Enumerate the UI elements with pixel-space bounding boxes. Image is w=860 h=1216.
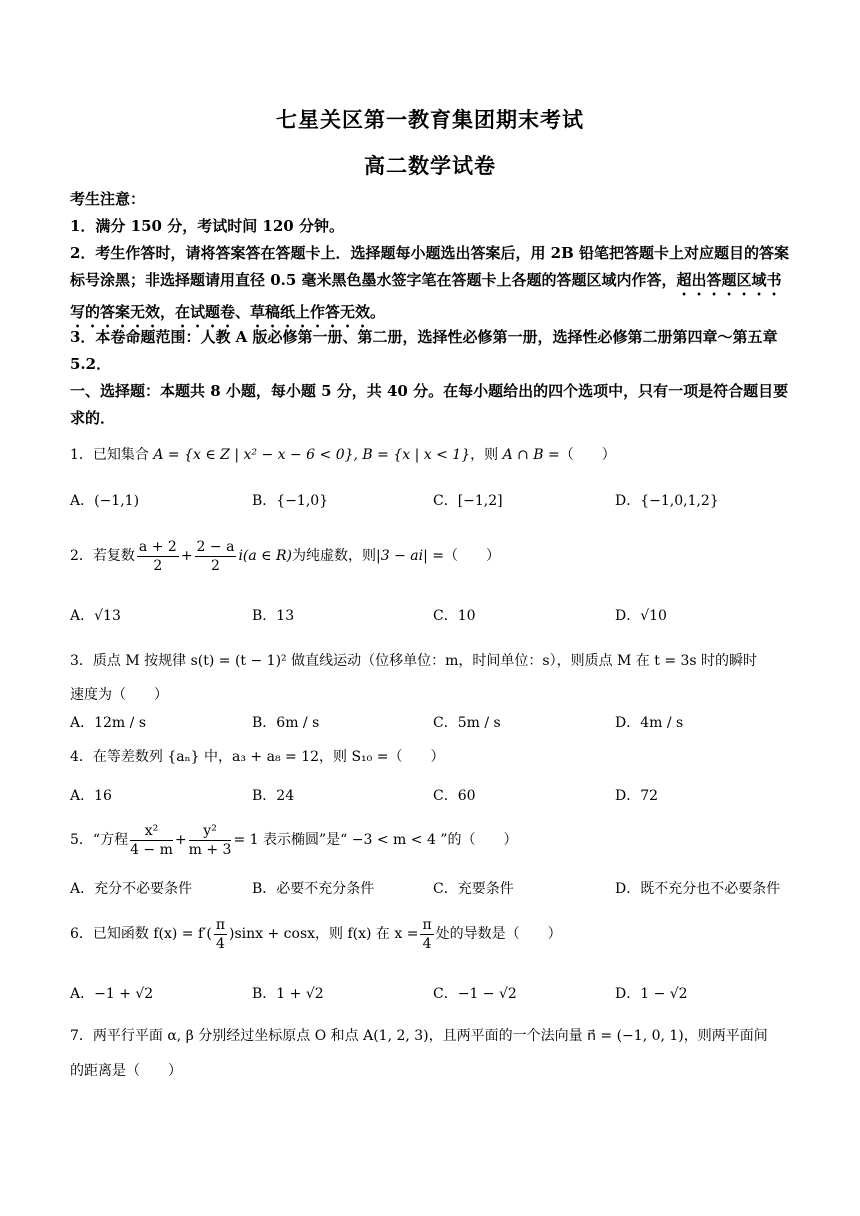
q5-num-1: x² <box>130 822 173 841</box>
q1-math-sets: A = {x ∈ Z | x² − x − 6 < 0}, B = {x | x < 1} <box>153 447 471 463</box>
q6-fraction-1 <box>214 916 227 953</box>
q2-option-d[interactable]: D．√10 <box>615 608 667 624</box>
q6-options <box>70 983 795 1007</box>
question-2 <box>70 536 795 576</box>
notice-item-3: 3．本卷命题范围：人教 A 版必修第一册、第二册，选择性必修第一册，选择性必修第二册第四章～第五章 5.2． <box>70 328 778 373</box>
q2-den-2: 2 <box>211 557 220 574</box>
q3-option-c[interactable]: C．5m / s <box>433 715 501 731</box>
q5-option-b[interactable]: B．必要不充分条件 <box>252 881 375 897</box>
question-1 <box>70 444 795 466</box>
q6-num-2: π <box>422 916 432 933</box>
q4-option-a[interactable]: A．16 <box>70 788 112 804</box>
q1-option-d[interactable]: D．{−1,0,1,2} <box>615 493 719 509</box>
question-4: 4．在等差数列 {aₙ} 中，a₃ + a₈ = 12，则 S₁₀ =（ ） <box>70 749 445 765</box>
q5-den-1: 4 − m <box>130 841 173 858</box>
q6-option-b[interactable]: B．1 + √2 <box>252 986 324 1002</box>
q1-option-c[interactable]: C．[−1,2] <box>433 493 503 509</box>
question-7: 7．两平行平面 α, β 分别经过坐标原点 O 和点 A(1, 2, 3)，且两平面的一个法向量 n⃗ = (−1, 0, 1)，则两平面间 <box>70 1028 768 1044</box>
q2-math-abs: |3 − ai| = <box>376 548 444 564</box>
question-3-cont: 速度为（ ） <box>70 687 168 703</box>
q1-options <box>70 490 795 514</box>
q4-option-b[interactable]: B．24 <box>252 788 295 804</box>
q1-paren: （ ） <box>559 447 616 463</box>
q2-num-2: 2 − a <box>196 538 235 555</box>
q6-num-1: π <box>215 916 226 933</box>
q1-text-b: ，则 <box>470 447 503 463</box>
q4-option-d[interactable]: D．72 <box>615 788 659 804</box>
q3-option-d[interactable]: D．4m / s <box>615 715 684 731</box>
q6-text: 6．已知函数 f(x) = f′( <box>70 926 212 942</box>
q2-num-1: a + 2 <box>138 538 177 555</box>
q6-paren: 处的导数是（ ） <box>435 926 562 942</box>
notice-item-2-comma: ， <box>160 303 176 321</box>
q6-option-d[interactable]: D．1 − √2 <box>615 986 688 1002</box>
page-title: 七星关区第一教育集团期末考试 <box>276 107 584 132</box>
q3-option-b[interactable]: B．6m / s <box>252 715 320 731</box>
q1-option-b[interactable]: B．{−1,0} <box>252 493 329 509</box>
q3-options <box>70 712 795 736</box>
q2-text-b: 为纯虚数，则 <box>292 548 376 564</box>
notice-heading: 考生注意： <box>70 190 146 208</box>
notice-item-2-emphasis-2: 在试题卷、草稿纸上作答无效 <box>175 303 371 321</box>
question-5 <box>70 820 795 860</box>
q6-fraction-2 <box>420 916 433 953</box>
q4-options <box>70 785 795 809</box>
q5-text-b: = 1 表示椭圆”是“ −3 < m < 4 ”的（ ） <box>233 832 518 848</box>
q2-fraction-2 <box>195 538 237 575</box>
q2-options <box>70 605 795 629</box>
q2-option-a[interactable]: A．√13 <box>70 608 121 624</box>
q5-den-2: m + 3 <box>188 841 232 858</box>
notice-item-2-end: 。 <box>370 303 386 321</box>
notice-item-2-emphasis-1: 超出答题区域书写的答案无效 <box>70 271 782 321</box>
page-subtitle: 高二数学试卷 <box>364 153 496 178</box>
question-3: 3．质点 M 按规律 s(t) = (t − 1)² 做直线运动（位移单位：m，时间单位：s），则质点 M 在 t = 3s 时的瞬时 <box>70 653 758 669</box>
q6-text-b: )sinx + cosx，则 f(x) 在 x = <box>229 926 419 942</box>
q2-paren: （ ） <box>443 548 500 564</box>
q5-fraction-1 <box>130 822 173 859</box>
q4-option-c[interactable]: C．60 <box>433 788 476 804</box>
q5-option-a[interactable]: A．充分不必要条件 <box>70 881 193 897</box>
q2-den-1: 2 <box>153 557 163 574</box>
question-7-cont: 的距离是（ ） <box>70 1063 182 1079</box>
q5-options <box>70 878 795 902</box>
q6-den-1: 4 <box>215 935 225 952</box>
notice-item-2-text: 2．考生作答时，请将答案答在答题卡上．选择题每小题选出答案后，用 2B 铅笔把答题卡上对应题目的答案标号涂黑；非选择题请用直径 0.5 毫米黑色墨水签字笔在答题卡上各题的答题区域内作答， <box>70 244 790 289</box>
q2-option-c[interactable]: C．10 <box>433 608 476 624</box>
q1-option-a[interactable]: A．(−1,1) <box>70 493 140 509</box>
q2-fraction-1 <box>137 538 179 575</box>
q6-option-a[interactable]: A．−1 + √2 <box>70 986 154 1002</box>
q5-text: 5．“方程 <box>70 832 129 848</box>
q5-num-2: y² <box>189 822 232 841</box>
q5-option-c[interactable]: C．充要条件 <box>433 881 514 897</box>
q1-text: 1．已知集合 <box>70 447 154 463</box>
q5-option-d[interactable]: D．既不充分也不必要条件 <box>615 881 781 897</box>
q1-math-intersection: A ∩ B = <box>502 447 560 463</box>
q2-math-i: i(a ∈ R) <box>238 548 292 564</box>
q2-plus: + <box>180 548 193 564</box>
question-6 <box>70 914 795 954</box>
notice-item-2 <box>70 240 795 331</box>
notice-item-1: 1．满分 150 分，考试时间 120 分钟。 <box>70 217 344 235</box>
q5-fraction-2 <box>189 822 232 859</box>
q3-option-a[interactable]: A．12m / s <box>70 715 147 731</box>
q6-den-2: 4 <box>422 935 432 952</box>
q5-plus: + <box>174 832 187 848</box>
section-1-heading: 一、选择题：本题共 8 小题，每小题 5 分，共 40 分。在每小题给出的四个选项中，只有一项是符合题目要求的． <box>70 382 789 427</box>
q6-option-c[interactable]: C．−1 − √2 <box>433 986 517 1002</box>
q2-option-b[interactable]: B．13 <box>252 608 295 624</box>
q2-text: 2．若复数 <box>70 548 135 564</box>
